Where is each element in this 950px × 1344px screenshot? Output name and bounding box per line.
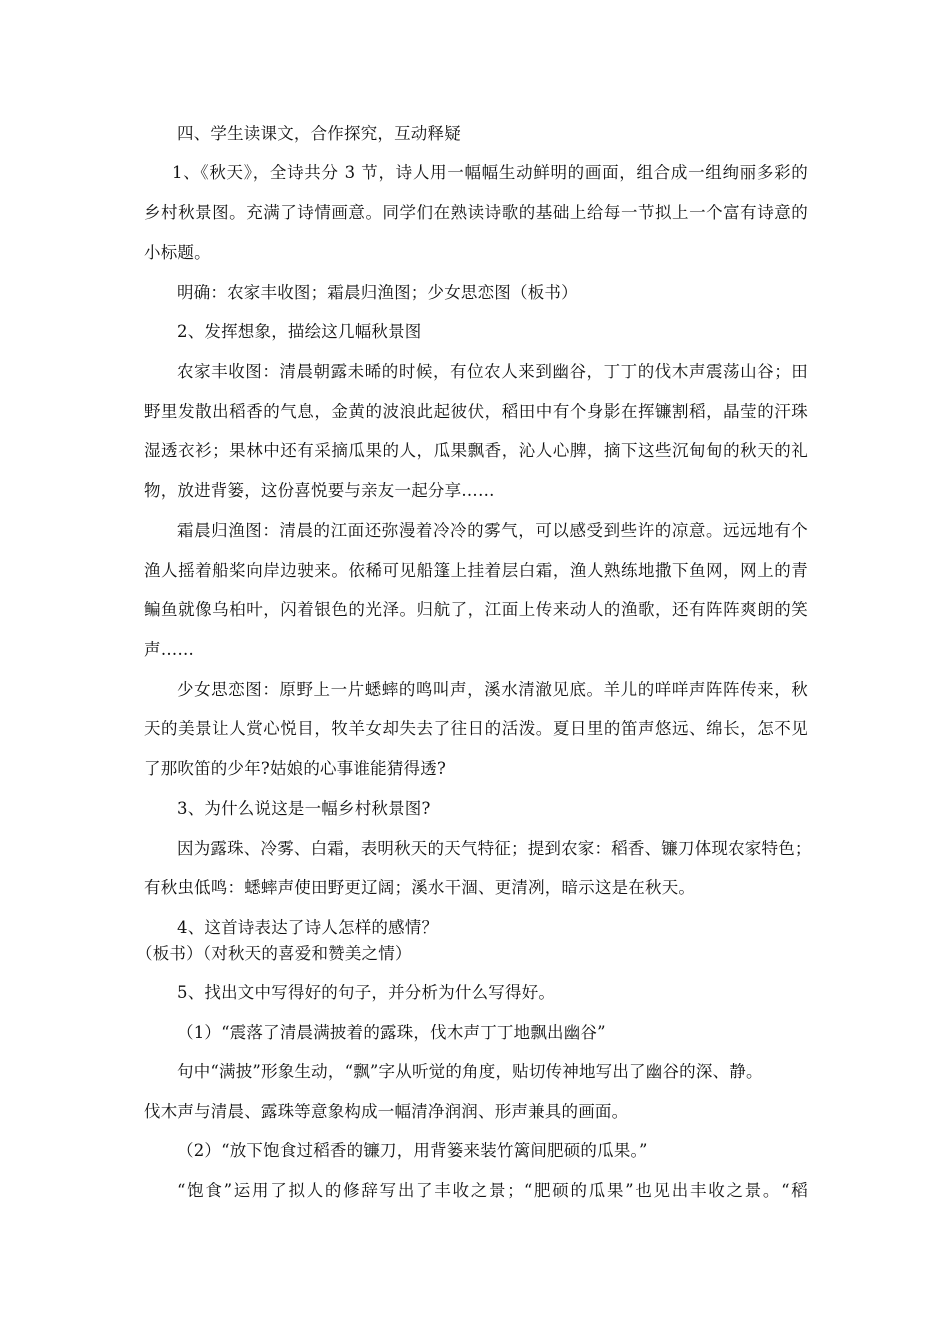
paragraph-line: 野里发散出稻香的气息，金黄的波浪此起彼伏，稻田中有个身影在挥镰割稻，晶莹的汗珠 — [144, 402, 808, 421]
paragraph-line: （板书）（对秋天的喜爱和赞美之情） — [136, 944, 412, 963]
paragraph-line: 天的美景让人赏心悦目，牧羊女却失去了往日的活泼。夏日里的笛声悠远、绵长，怎不见 — [144, 719, 808, 738]
question-heading: 4、这首诗表达了诗人怎样的感情？ — [177, 918, 439, 937]
paragraph-line: 霜晨归渔图：清晨的江面还弥漫着冷冷的雾气，可以感受到些许的凉意。远远地有个 — [177, 521, 808, 540]
section-heading: 四、学生读课文，合作探究，互动释疑 — [177, 124, 461, 143]
paragraph-line: 乡村秋景图。充满了诗情画意。同学们在熟读诗歌的基础上给每一节拟上一个富有诗意的 — [144, 203, 808, 222]
paragraph-line: 伐木声与清晨、露珠等意象构成一幅清净润润、形声兼具的画面。 — [144, 1102, 629, 1121]
question-heading: 5、找出文中写得好的句子，并分析为什么写得好。 — [177, 983, 556, 1002]
quote-line: （2）“放下饱食过稻香的镰刀，用背篓来装竹篱间肥硕的瓜果。” — [177, 1141, 648, 1160]
paragraph-line: 句中“满披”形象生动，“飘”字从听觉的角度，贴切传神地写出了幽谷的深、静。 — [177, 1062, 763, 1081]
paragraph-line: 因为露珠、冷雾、白霜，表明秋天的天气特征；提到农家：稻香、镰刀体现农家特色； — [177, 839, 812, 858]
paragraph-line: 湿透衣衫；果林中还有采摘瓜果的人，瓜果飘香，沁人心脾，摘下这些沉甸甸的秋天的礼 — [144, 441, 808, 460]
paragraph-line: 少女思恋图：原野上一片蟋蟀的鸣叫声，溪水清澈见底。羊儿的咩咩声阵阵传来，秋 — [177, 680, 808, 699]
quote-line: （1）“震落了清晨满披着的露珠，伐木声丁丁地飘出幽谷” — [177, 1023, 606, 1042]
question-heading: 3、为什么说这是一幅乡村秋景图? — [177, 799, 431, 818]
paragraph-line: 渔人摇着船桨向岸边驶来。依稀可见船篷上挂着层白霜，渔人熟练地撒下鱼网，网上的青 — [144, 561, 808, 580]
paragraph-line: 了那吹笛的少年?姑娘的心事谁能猜得透? — [144, 759, 446, 778]
paragraph-line: 1、《秋天》，全诗共分 3 节，诗人用一幅幅生动鲜明的画面，组合成一组绚丽多彩的 — [172, 163, 808, 182]
paragraph-line: 农家丰收图：清晨朝露未晞的时候，有位农人来到幽谷，丁丁的伐木声震荡山谷；田 — [177, 362, 808, 381]
question-heading: 2、发挥想象，描绘这几幅秋景图 — [177, 322, 422, 341]
paragraph-line: “饱食”运用了拟人的修辞写出了丰收之景；“肥硕的瓜果”也见出丰收之景。“稻 — [177, 1181, 808, 1200]
paragraph-line: 明确：农家丰收图；霜晨归渔图；少女思恋图（板书） — [177, 283, 578, 302]
paragraph-line: 鳊鱼就像乌桕叶，闪着银色的光泽。归航了，江面上传来动人的渔歌，还有阵阵爽朗的笑 — [144, 600, 808, 619]
paragraph-line: 小标题。 — [144, 243, 211, 262]
paragraph-line: 声…… — [144, 640, 195, 659]
paragraph-line: 物，放进背篓，这份喜悦要与亲友一起分享…… — [144, 481, 495, 500]
paragraph-line: 有秋虫低鸣：蟋蟀声使田野更辽阔；溪水干涸、更清冽，暗示这是在秋天。 — [144, 878, 696, 897]
